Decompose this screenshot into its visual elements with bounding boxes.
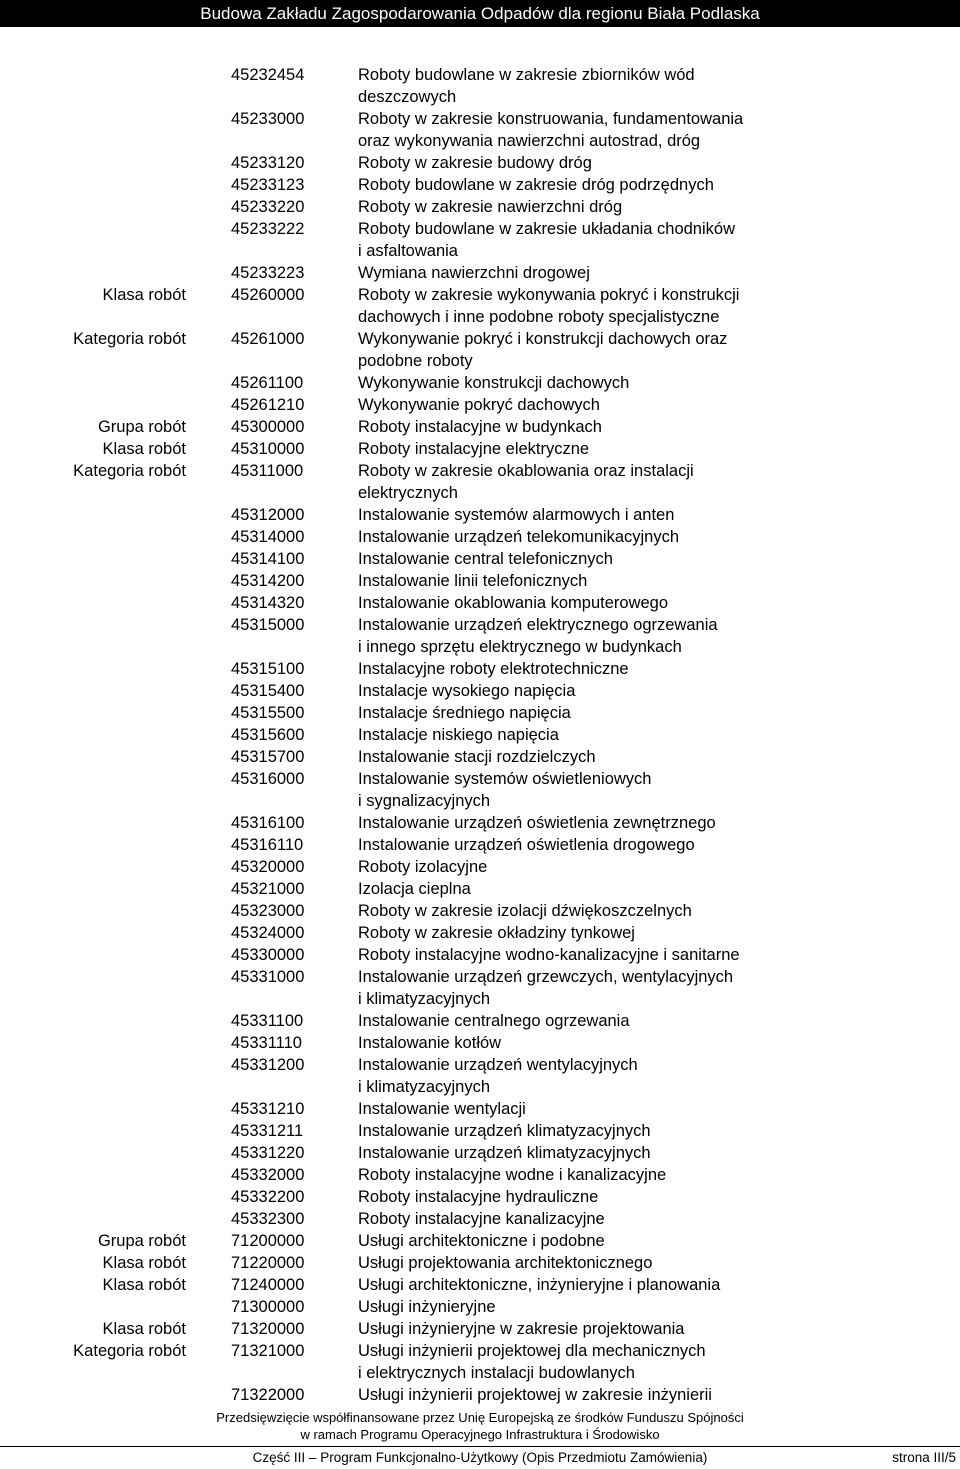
list-item [0,1252,960,1274]
cpv-code: 45232454 [231,66,305,84]
work-description: Instalowanie stacji rozdzielczych [358,748,596,766]
cpv-code: 45316000 [231,770,305,788]
cpv-code: 45331000 [231,968,305,986]
work-description: Instalowanie urządzeń oświetlenia drogowego [358,836,695,854]
cofinancing-note: Przedsięwzięcie współfinansowane przez Unię Europejską ze środków Funduszu Spójności [216,1410,744,1425]
document-title: Budowa Zakładu Zagospodarowania Odpadów dla regionu Biała Podlaska [200,4,760,23]
classification-label: Kategoria robót [73,1342,186,1360]
list-item [0,526,960,548]
cpv-code: 45311000 [231,462,304,480]
classification-label: Klasa robót [102,440,186,458]
cpv-code: 45331220 [231,1144,305,1162]
program-note: w ramach Programu Operacyjnego Infrastruktura i Środowisko [300,1427,660,1442]
list-item [0,130,960,152]
list-item [0,438,960,460]
work-description: Instalowanie centralnego ogrzewania [358,1012,630,1030]
list-item [0,460,960,482]
cpv-code: 45316110 [231,836,304,854]
work-description: podobne roboty [358,352,473,370]
cpv-code: 45315700 [231,748,305,766]
list-item [0,636,960,658]
list-item [0,174,960,196]
list-item [0,262,960,284]
list-item [0,152,960,174]
cpv-code: 45261000 [231,330,305,348]
cpv-code-list [0,64,960,1406]
work-description: Roboty w zakresie konstruowania, fundamentowania [358,110,744,128]
work-description: Roboty budowlane w zakresie zbiorników wód [358,66,695,84]
work-description: Instalowanie wentylacji [358,1100,526,1118]
cpv-code: 45233222 [231,220,305,238]
work-description: deszczowych [358,88,457,106]
list-item [0,86,960,108]
work-description: Wykonywanie pokryć i konstrukcji dachowych oraz [358,330,728,348]
document-header [0,0,960,27]
cpv-code: 45324000 [231,924,305,942]
list-item [0,614,960,636]
cpv-code: 45332300 [231,1210,305,1228]
work-description: Instalowanie urządzeń telekomunikacyjnych [358,528,680,546]
work-description: i innego sprzętu elektrycznego w budynkach [358,638,682,656]
list-item [0,240,960,262]
work-description: i klimatyzacyjnych [358,990,491,1008]
list-item [0,702,960,724]
work-description: i asfaltowania [358,242,458,260]
work-description: Instalowanie urządzeń grzewczych, wentylacyjnych [358,968,734,986]
cpv-code: 45315500 [231,704,305,722]
cpv-code: 71321000 [231,1342,305,1360]
cpv-code: 45331200 [231,1056,305,1074]
list-item [0,1098,960,1120]
list-item [0,1318,960,1340]
list-item [0,834,960,856]
work-description: Roboty instalacyjne hydrauliczne [358,1188,599,1206]
list-item [0,592,960,614]
cpv-code: 45331211 [231,1122,304,1140]
work-description: Roboty w zakresie okablowania oraz instalacji [358,462,694,480]
work-description: Instalowanie okablowania komputerowego [358,594,669,612]
work-description: Wykonywanie pokryć dachowych [358,396,600,414]
cpv-code: 45331210 [231,1100,305,1118]
classification-label: Kategoria robót [73,330,186,348]
work-description: Roboty instalacyjne wodno-kanalizacyjne i sanitarne [358,946,740,964]
work-description: Roboty instalacyjne elektryczne [358,440,590,458]
work-description: Instalacje wysokiego napięcia [358,682,576,700]
work-description: Instalowanie urządzeń oświetlenia zewnętrznego [358,814,716,832]
cpv-code: 45261210 [231,396,305,414]
cpv-code: 45233220 [231,198,305,216]
list-item [0,196,960,218]
cpv-code: 45233123 [231,176,305,194]
list-item [0,328,960,350]
list-item [0,1010,960,1032]
cpv-code: 45261100 [231,374,304,392]
cpv-code: 45315400 [231,682,305,700]
list-item [0,394,960,416]
work-description: Instalowanie urządzeń klimatyzacyjnych [358,1144,651,1162]
list-item [0,1274,960,1296]
cpv-code: 45314100 [231,550,305,568]
cpv-code: 45321000 [231,880,305,898]
cpv-code: 71240000 [231,1276,305,1294]
cpv-code: 71200000 [231,1232,305,1250]
cpv-code: 45314000 [231,528,305,546]
list-item [0,1384,960,1406]
work-description: Roboty w zakresie okładziny tynkowej [358,924,635,942]
list-item [0,1142,960,1164]
work-description: Roboty w zakresie wykonywania pokryć i konstrukcji [358,286,740,304]
work-description: Instalowanie systemów alarmowych i anten [358,506,675,524]
list-item [0,856,960,878]
cpv-code: 71322000 [231,1386,305,1404]
list-item [0,548,960,570]
list-item [0,812,960,834]
work-description: Usługi architektoniczne i podobne [358,1232,605,1250]
list-item [0,350,960,372]
cpv-code: 45300000 [231,418,305,436]
work-description: elektrycznych [358,484,458,502]
classification-label: Klasa robót [102,286,186,304]
work-description: Roboty w zakresie nawierzchni dróg [358,198,623,216]
work-description: Roboty instalacyjne wodne i kanalizacyjne [358,1166,667,1184]
list-item [0,944,960,966]
work-description: Instalowanie central telefonicznych [358,550,613,568]
cpv-code: 71320000 [231,1320,305,1338]
work-description: Izolacja cieplna [358,880,471,898]
list-item [0,218,960,240]
list-item [0,1076,960,1098]
work-description: Instalowanie urządzeń klimatyzacyjnych [358,1122,651,1140]
work-description: Usługi inżynieryjne w zakresie projektowania [358,1320,685,1338]
cpv-code: 45233223 [231,264,305,282]
work-description: Usługi inżynieryjne [358,1298,496,1316]
list-item [0,746,960,768]
work-description: i klimatyzacyjnych [358,1078,491,1096]
work-description: Usługi inżynierii projektowej dla mechanicznych [358,1342,706,1360]
work-description: Roboty budowlane w zakresie dróg podrzędnych [358,176,714,194]
work-description: Instalowanie kotłów [358,1034,502,1052]
cpv-code: 45233120 [231,154,305,172]
document-footer [0,1446,960,1469]
list-item [0,1208,960,1230]
list-item [0,900,960,922]
list-item [0,1054,960,1076]
cpv-code: 45331100 [231,1012,304,1030]
cpv-code: 45312000 [231,506,305,524]
list-item [0,724,960,746]
list-item [0,922,960,944]
part-label: Część III – Program Funkcjonalno-Użytkowy (Opis Przedmiotu Zamówienia) [252,1450,708,1465]
cpv-code: 45310000 [231,440,305,458]
list-item [0,1186,960,1208]
cpv-code: 45332000 [231,1166,305,1184]
classification-label: Grupa robót [97,418,186,436]
work-description: Wykonywanie konstrukcji dachowych [358,374,630,392]
list-item [0,1164,960,1186]
cpv-code: 45332200 [231,1188,305,1206]
cpv-code: 45331110 [231,1034,302,1052]
work-description: i sygnalizacyjnych [358,792,491,810]
classification-label: Klasa robót [102,1254,186,1272]
list-item [0,768,960,790]
list-item [0,658,960,680]
cpv-code: 45315100 [231,660,305,678]
work-description: Roboty izolacyjne [358,858,488,876]
work-description: Roboty instalacyjne w budynkach [358,418,602,436]
list-item [0,966,960,988]
work-description: Wymiana nawierzchni drogowej [358,264,590,282]
list-item [0,1362,960,1384]
cpv-code: 71220000 [231,1254,305,1272]
classification-label: Klasa robót [102,1320,186,1338]
list-item [0,680,960,702]
list-item [0,1296,960,1318]
work-description: Roboty instalacyjne kanalizacyjne [358,1210,605,1228]
work-description: Instalacje średniego napięcia [358,704,571,722]
work-description: Instalowanie linii telefonicznych [358,572,588,590]
classification-label: Kategoria robót [73,462,186,480]
list-item [0,878,960,900]
list-item [0,1120,960,1142]
work-description: Usługi projektowania architektonicznego [358,1254,653,1272]
list-item [0,570,960,592]
work-description: Instalacje niskiego napięcia [358,726,559,744]
work-description: i elektrycznych instalacji budowlanych [358,1364,635,1382]
list-item [0,108,960,130]
cpv-code: 45330000 [231,946,305,964]
work-description: Instalowanie urządzeń wentylacyjnych [358,1056,638,1074]
work-description: oraz wykonywania nawierzchni autostrad, dróg [358,132,701,150]
list-item [0,504,960,526]
list-item [0,988,960,1010]
work-description: Roboty w zakresie budowy dróg [358,154,592,172]
work-description: Usługi architektoniczne, inżynieryjne i planowania [358,1276,721,1294]
cpv-code: 45314200 [231,572,305,590]
work-description: Usługi inżynierii projektowej w zakresie inżynierii [358,1386,712,1404]
cpv-code: 71300000 [231,1298,305,1316]
classification-label: Grupa robót [97,1232,186,1250]
cpv-code: 45315000 [231,616,305,634]
list-item [0,372,960,394]
list-item [0,1032,960,1054]
cpv-code: 45260000 [231,286,305,304]
list-item [0,1230,960,1252]
cpv-code: 45315600 [231,726,305,744]
cpv-code: 45314320 [231,594,305,612]
cpv-code: 45316100 [231,814,305,832]
list-item [0,790,960,812]
cpv-code: 45320000 [231,858,305,876]
work-description: Instalowanie systemów oświetleniowych [358,770,652,788]
list-item [0,284,960,306]
classification-label: Klasa robót [102,1276,186,1294]
list-item [0,416,960,438]
work-description: Instalacyjne roboty elektrotechniczne [358,660,629,678]
work-description: dachowych i inne podobne roboty specjalistyczne [358,308,720,326]
list-item [0,482,960,504]
work-description: Roboty w zakresie izolacji dźwiękoszczelnych [358,902,692,920]
page-number: strona III/5 [892,1450,956,1465]
work-description: Roboty budowlane w zakresie układania chodników [358,220,735,238]
work-description: Instalowanie urządzeń elektrycznego ogrzewania [358,616,718,634]
list-item [0,1340,960,1362]
cpv-code: 45233000 [231,110,305,128]
cpv-code: 45323000 [231,902,305,920]
list-item [0,306,960,328]
list-item [0,64,960,86]
